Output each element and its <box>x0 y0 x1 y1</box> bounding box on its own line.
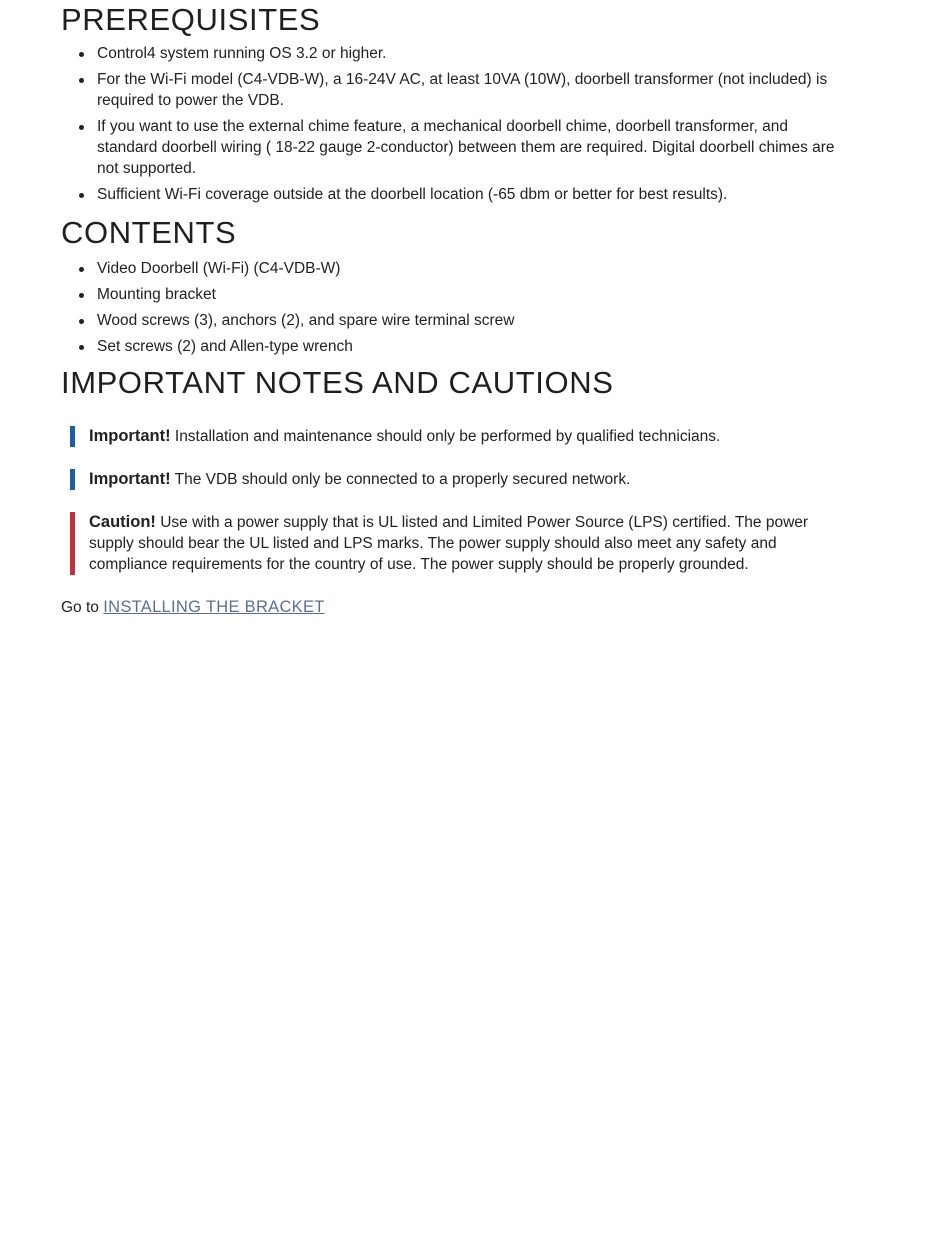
important-note <box>70 426 841 447</box>
list-item: For the Wi-Fi model (C4-VDB-W), a 16-24V AC, at least 10VA (10W), doorbell transformer (not included) is required to power the VDB. <box>97 69 841 111</box>
list-item: If you want to use the external chime feature, a mechanical doorbell chime, doorbell transformer, and standard doorbell wiring ( 18-22 gauge 2-conductor) between them are required. Digital doorbell chimes are not supported. <box>97 116 841 179</box>
contents-list <box>61 258 841 357</box>
note-accent-bar <box>70 469 75 490</box>
list-item: Wood screws (3), anchors (2), and spare wire terminal screw <box>97 310 841 331</box>
prerequisites-list <box>61 43 841 205</box>
goto-line <box>61 597 841 618</box>
important-note <box>70 469 841 490</box>
list-item: Mounting bracket <box>97 284 841 305</box>
list-item: Control4 system running OS 3.2 or higher. <box>97 43 841 64</box>
contents-heading: CONTENTS <box>61 215 237 250</box>
list-item: Video Doorbell (Wi-Fi) (C4-VDB-W) <box>97 258 841 279</box>
note-label: Caution! <box>89 513 156 531</box>
list-item: Sufficient Wi-Fi coverage outside at the doorbell location (-65 dbm or better for best results). <box>97 184 841 205</box>
notes-heading: IMPORTANT NOTES AND CAUTIONS <box>61 365 614 400</box>
note-label: Important! <box>89 427 171 445</box>
note-text: The VDB should only be connected to a properly secured network. <box>170 471 631 488</box>
note-accent-bar <box>70 426 75 447</box>
note-accent-bar <box>70 512 75 575</box>
note-text: Installation and maintenance should only be performed by qualified technicians. <box>170 428 721 445</box>
prerequisites-heading: PREREQUISITES <box>61 2 321 37</box>
document-page <box>61 0 841 618</box>
note-text: Use with a power supply that is UL listed and Limited Power Source (LPS) certified. The power supply should bear the UL listed and LPS marks. The power supply should also meet any safety and compliance requirements for the country of use. The power supply should be properly grounded. <box>89 514 809 573</box>
goto-prefix: Go to <box>61 599 104 616</box>
caution-note <box>70 512 841 575</box>
installing-bracket-link[interactable]: INSTALLING THE BRACKET <box>103 598 325 616</box>
list-item: Set screws (2) and Allen-type wrench <box>97 336 841 357</box>
note-label: Important! <box>89 470 171 488</box>
